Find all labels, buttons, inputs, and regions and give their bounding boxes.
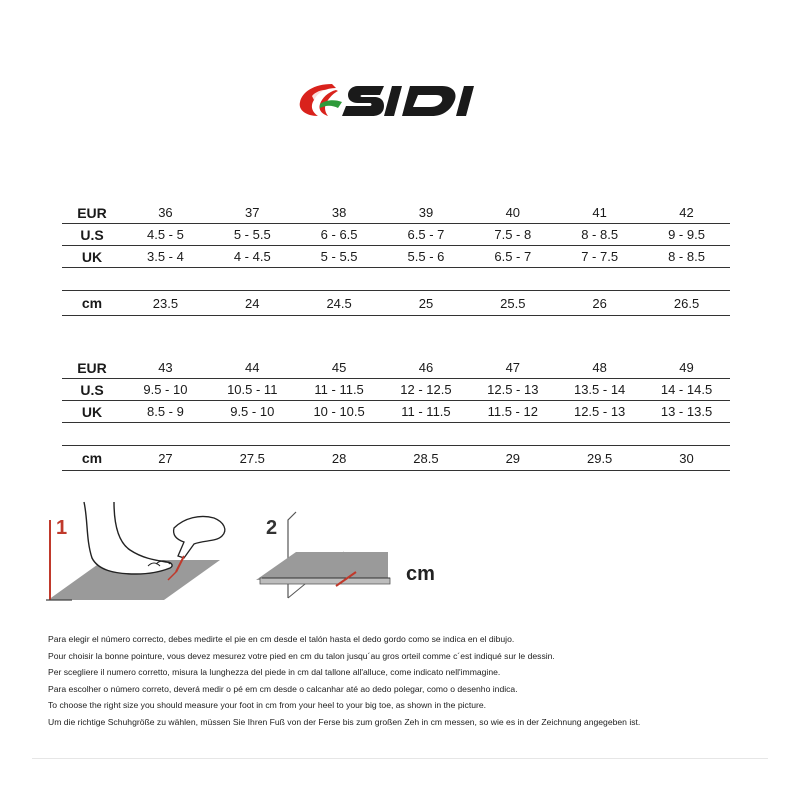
spacer-cell (122, 423, 209, 446)
size-cell: 30 (643, 446, 730, 471)
size-cell: 6.5 - 7 (469, 246, 556, 268)
size-cell: 42 (643, 202, 730, 224)
sidi-wordmark (342, 86, 474, 116)
spacer-cell (209, 423, 296, 446)
size-cell: 27.5 (209, 446, 296, 471)
size-cell: 29 (469, 446, 556, 471)
row-label: cm (62, 291, 122, 316)
instructions (48, 631, 768, 730)
size-cell: 24.5 (296, 291, 383, 316)
size-cell: 49 (643, 357, 730, 379)
size-cell: 36 (122, 202, 209, 224)
uk-row (62, 401, 730, 423)
size-cell: 5.5 - 6 (383, 246, 470, 268)
spacer-cell (296, 268, 383, 291)
size-cell: 5 - 5.5 (296, 246, 383, 268)
spacer-cell (62, 268, 122, 291)
size-cell: 12.5 - 13 (469, 379, 556, 401)
row-label: cm (62, 446, 122, 471)
cm-row (62, 446, 730, 471)
size-cell: 41 (556, 202, 643, 224)
spacer-row (62, 268, 730, 291)
instruction-pt: Para escolher o número correto, deverá medir o pé em cm desde o calcanhar até ao dedo polegar, como o desenho indica. (48, 683, 518, 694)
size-cell: 48 (556, 357, 643, 379)
spacer-cell (556, 423, 643, 446)
spacer-cell (296, 423, 383, 446)
size-cell: 26.5 (643, 291, 730, 316)
spacer-cell (643, 268, 730, 291)
size-cell: 26 (556, 291, 643, 316)
size-cell: 13 - 13.5 (643, 401, 730, 423)
step-1-number: 1 (56, 517, 68, 539)
instruction-de: Um die richtige Schuhgröße zu wählen, müssen Sie Ihren Fuß von der Ferse bis zum großen Zeh in cm messen, so wie es in der Zeichnung angegeben ist. (48, 716, 641, 727)
spacer-cell (209, 268, 296, 291)
row-label: U.S (62, 224, 122, 246)
cm-row (62, 291, 730, 316)
size-cell: 10 - 10.5 (296, 401, 383, 423)
spacer-cell (383, 423, 470, 446)
size-table-1 (62, 202, 730, 316)
spacer-row (62, 423, 730, 446)
size-cell: 12 - 12.5 (383, 379, 470, 401)
size-cell: 43 (122, 357, 209, 379)
row-label: EUR (62, 202, 122, 224)
size-cell: 23.5 (122, 291, 209, 316)
size-cell: 25.5 (469, 291, 556, 316)
spacer-cell (469, 423, 556, 446)
spacer-cell (383, 268, 470, 291)
size-cell: 6.5 - 7 (383, 224, 470, 246)
sidi-swoosh-icon (300, 84, 342, 116)
size-cell: 14 - 14.5 (643, 379, 730, 401)
size-cell: 11.5 - 12 (469, 401, 556, 423)
size-cell: 13.5 - 14 (556, 379, 643, 401)
size-cell: 40 (469, 202, 556, 224)
spacer-cell (62, 423, 122, 446)
size-cell: 24 (209, 291, 296, 316)
size-cell: 5 - 5.5 (209, 224, 296, 246)
size-cell: 46 (383, 357, 470, 379)
size-cell: 25 (383, 291, 470, 316)
size-cell: 27 (122, 446, 209, 471)
size-rows (62, 202, 730, 316)
cm-unit-label: cm (406, 563, 435, 585)
size-cell: 47 (469, 357, 556, 379)
size-table-2 (62, 357, 730, 471)
size-cell: 8 - 8.5 (643, 246, 730, 268)
size-cell: 38 (296, 202, 383, 224)
spacer-cell (643, 423, 730, 446)
sidi-logo (296, 78, 492, 122)
instruction-es: Para elegir el número correcto, debes medirte el pie en cm desde el talón hasta el dedo gordo como se indica en el dibujo. (48, 634, 515, 644)
step-2-number: 2 (266, 517, 278, 539)
size-cell: 11 - 11.5 (296, 379, 383, 401)
size-cell: 9.5 - 10 (122, 379, 209, 401)
spacer-cell (556, 268, 643, 291)
instruction-fr: Pour choisir la bonne pointure, vous devez mesurez votre pied en cm du talon jusqu´au gros orteil comme c´est indiqué sur le dessin. (48, 650, 555, 661)
foot-measure-icon (46, 502, 225, 600)
size-cell: 44 (209, 357, 296, 379)
size-cell: 8.5 - 9 (122, 401, 209, 423)
size-cell: 6 - 6.5 (296, 224, 383, 246)
eur-row (62, 202, 730, 224)
size-rows (62, 357, 730, 471)
size-cell: 10.5 - 11 (209, 379, 296, 401)
size-cell: 9 - 9.5 (643, 224, 730, 246)
size-cell: 29.5 (556, 446, 643, 471)
row-label: U.S (62, 379, 122, 401)
size-cell: 12.5 - 13 (556, 401, 643, 423)
spacer-cell (122, 268, 209, 291)
size-cell: 39 (383, 202, 470, 224)
size-cell: 9.5 - 10 (209, 401, 296, 423)
row-label: UK (62, 246, 122, 268)
size-cell: 4.5 - 5 (122, 224, 209, 246)
instruction-en: To choose the right size you should measure your foot in cm from your heel to your big toe, as shown in the picture. (48, 700, 487, 710)
size-cell: 8 - 8.5 (556, 224, 643, 246)
us-row (62, 379, 730, 401)
measurement-illustration (44, 500, 464, 610)
size-cell: 4 - 4.5 (209, 246, 296, 268)
us-row (62, 224, 730, 246)
size-cell: 28 (296, 446, 383, 471)
row-label: EUR (62, 357, 122, 379)
eur-row (62, 357, 730, 379)
size-cell: 3.5 - 4 (122, 246, 209, 268)
size-cell: 37 (209, 202, 296, 224)
size-cell: 7.5 - 8 (469, 224, 556, 246)
size-cell: 45 (296, 357, 383, 379)
spacer-cell (469, 268, 556, 291)
size-cell: 7 - 7.5 (556, 246, 643, 268)
uk-row (62, 246, 730, 268)
size-cell: 28.5 (383, 446, 470, 471)
row-label: UK (62, 401, 122, 423)
instruction-it: Per scegliere il numero corretto, misura la lunghezza del piede in cm dal tallone all'alluce, come indicato nell'immagine. (48, 667, 501, 677)
bottom-divider (32, 758, 768, 759)
size-cell: 11 - 11.5 (383, 401, 470, 423)
